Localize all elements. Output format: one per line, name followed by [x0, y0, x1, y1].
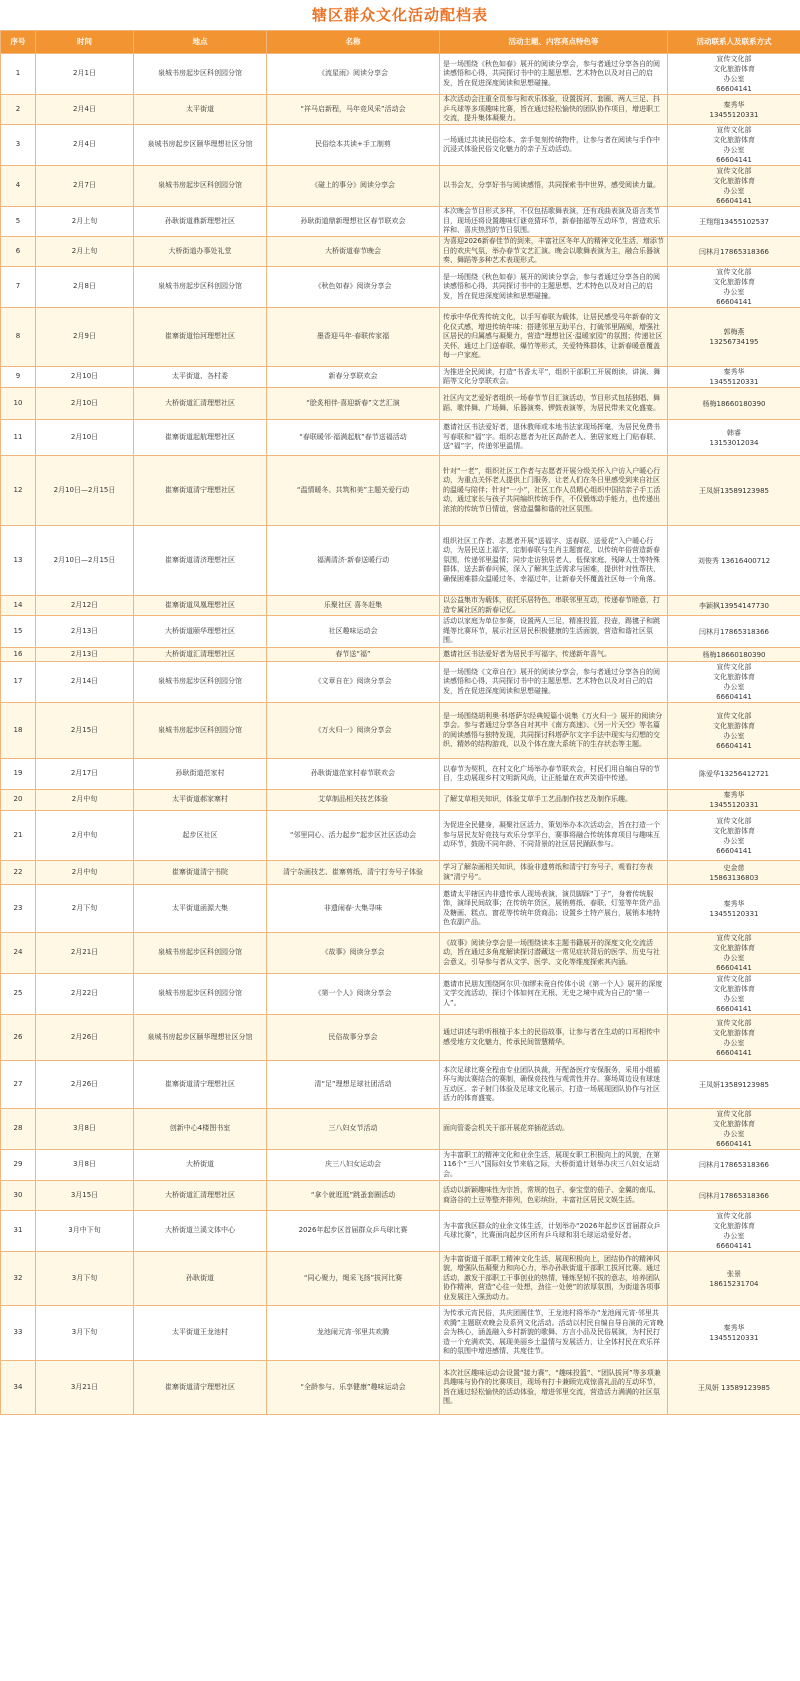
- table-row: [1, 885, 800, 933]
- table-row: [1, 1306, 800, 1361]
- cell-contact: 秦秀华 13455120331: [668, 1306, 800, 1361]
- cell-name: 《文章自在》阅读分享会: [267, 662, 440, 703]
- table-row: [1, 1181, 800, 1211]
- cell-time: 2月14日: [36, 662, 134, 703]
- cell-no: 24: [1, 933, 36, 974]
- cell-time: 3月8日: [36, 1150, 134, 1181]
- cell-no: 30: [1, 1181, 36, 1211]
- cell-feature: 通过讲述与聆听根植于本土的民俗故事，让参与者在生动的口耳相传中感受地方文化魅力，传承民间智慧精华。: [440, 1015, 668, 1061]
- cell-name: “拿个就逛逛”跳蚤套圈活动: [267, 1181, 440, 1211]
- cell-contact: 王凤妍13589123985: [668, 456, 800, 526]
- cell-no: 34: [1, 1361, 36, 1415]
- cell-feature: 传承中华优秀传统文化，以手写春联为载体，让居民感受马年新春的文化仪式感，增进传统年味：搭建邻里互助平台，打破邻里隔阂，增强社区居民的归属感与凝聚力，营造“理想社区·温暖家园”的氛围；传递社区关怀，通过上门送春联、爆竹等形式，关爱特殊群体，让新春暖意覆盖每一户家庭。: [440, 308, 668, 367]
- table-row: [1, 526, 800, 596]
- col-header-name: 名称: [267, 31, 440, 54]
- table-row: [1, 616, 800, 648]
- cell-time: 2月17日: [36, 759, 134, 790]
- cell-name: 社区趣味运动会: [267, 616, 440, 648]
- cell-feature: 是一场围绕胡利奥·科塔萨尔经典短篇小说集《万火归一》展开的阅读分享会。参与者通过分享各自对其中《南方高速》、《另一片天空》等名篇的阅读感悟与独特发现，共同探讨科塔萨尔文字手法中现实与幻想的交织、精妙的结构游戏，以及个体在庞大系统下的生存状态等主题。: [440, 703, 668, 759]
- cell-time: 2月9日: [36, 308, 134, 367]
- cell-place: 崔寨街道清宁书院: [134, 861, 267, 885]
- cell-contact: 宣传文化部 文化旅游体育 办公室 66604141: [668, 1015, 800, 1061]
- cell-feature: 为促进全民健身，凝聚社区活力，策划举办本次活动会，旨在打造一个参与居民友好竞技与欢乐分享平台，赛事将融合传统体育项目与趣味互动环节，鼓励不同年龄、不同背景的社区居民踊跃参与。: [440, 811, 668, 861]
- cell-place: 大桥街道汇清理想社区: [134, 1181, 267, 1211]
- cell-contact: 闫林月17865318366: [668, 616, 800, 648]
- table-row: [1, 811, 800, 861]
- cell-name: 《故事》阅读分享会: [267, 933, 440, 974]
- cell-contact: 史金慈 15863136803: [668, 861, 800, 885]
- cell-contact: 宣传文化部 文化旅游体育 办公室 66604141: [668, 54, 800, 95]
- table-row: [1, 207, 800, 237]
- cell-feature: 为推进全民阅读，打造“书香太平”，组织干部职工开展朗读、讲演、舞蹈等文化分享联欢会。: [440, 367, 668, 388]
- cell-place: 泉城书房起步区科创园分馆: [134, 703, 267, 759]
- table-row: [1, 790, 800, 811]
- cell-time: 2月上旬: [36, 237, 134, 267]
- cell-contact: 张景 18615231704: [668, 1252, 800, 1306]
- cell-time: 3月下旬: [36, 1252, 134, 1306]
- cell-place: 大桥街道颐华理想社区: [134, 616, 267, 648]
- cell-no: 21: [1, 811, 36, 861]
- cell-feature: 《故事》阅读分享会是一场围绕读本主题书籍展开的深度文化交流活动，旨在通过多角度解读探讨潜藏这一常见症状背后的医学、历史与社会意义，引导参与者从文学、医学、文化等维度探索其内涵。: [440, 933, 668, 974]
- cell-time: 2月中旬: [36, 861, 134, 885]
- cell-contact: 王凤妍13589123985: [668, 1061, 800, 1109]
- cell-place: 崔寨街道怡河理想社区: [134, 308, 267, 367]
- cell-name: 福满清济·新春送暖行动: [267, 526, 440, 596]
- cell-name: 新春分享联欢会: [267, 367, 440, 388]
- table-row: [1, 54, 800, 95]
- cell-place: 太平街道: [134, 95, 267, 125]
- cell-contact: 杨梅18660180390: [668, 388, 800, 420]
- cell-time: 2月15日: [36, 703, 134, 759]
- cell-time: 2月26日: [36, 1061, 134, 1109]
- cell-place: 大桥街道: [134, 1150, 267, 1181]
- cell-time: 2月4日: [36, 125, 134, 166]
- cell-time: 3月中下旬: [36, 1211, 134, 1252]
- table-row: [1, 267, 800, 308]
- cell-time: 3月下旬: [36, 1306, 134, 1361]
- cell-name: “同心聚力，绳采飞扬”拔河比赛: [267, 1252, 440, 1306]
- cell-time: 2月10日: [36, 420, 134, 456]
- cell-name: 《万火归一》阅读分享会: [267, 703, 440, 759]
- cell-contact: 宣传文化部 文化旅游体育 办公室 66604141: [668, 166, 800, 207]
- cell-place: 崔寨街道清宁理想社区: [134, 456, 267, 526]
- cell-name: 民俗故事分享会: [267, 1015, 440, 1061]
- cell-place: 创新中心4楼图书室: [134, 1109, 267, 1150]
- cell-place: 崔寨街道清济理想社区: [134, 526, 267, 596]
- cell-no: 16: [1, 648, 36, 662]
- cell-time: 3月21日: [36, 1361, 134, 1415]
- cell-time: 2月10日—2月15日: [36, 456, 134, 526]
- col-header-time: 时间: [36, 31, 134, 54]
- cell-time: 2月21日: [36, 933, 134, 974]
- cell-place: 崔寨街道凤凰理想社区: [134, 596, 267, 616]
- cell-no: 32: [1, 1252, 36, 1306]
- cell-feature: 以春节为契机，在村文化广场举办春节联欢会，村民们用自编自导的节目，生动展现乡村文明新风尚，让正能量在欢声笑语中传递。: [440, 759, 668, 790]
- cell-name: 清“足”理想足球社团活动: [267, 1061, 440, 1109]
- cell-feature: 活动以新颖趣味性为宗旨，常规的包子、泰宝堂的茄子、金翼的南瓜、商洛谷的土豆等整齐排列，色彩缤纷，丰富社区居民文娱生活。: [440, 1181, 668, 1211]
- cell-feature: 本次社区趣味运动会设置“接力赛”、“趣味投篮”、“团队拔河”等多项兼具趣味与协作的比赛项目，现场有打卡兼顾完成惊喜礼品的互动环节，旨在通过轻松愉快的活动体验，增进邻里交流，营造活力满满的社区氛围。: [440, 1361, 668, 1415]
- cell-name: 墨香迎马年·春联传家福: [267, 308, 440, 367]
- table-row: [1, 1211, 800, 1252]
- cell-time: 2月1日: [36, 54, 134, 95]
- cell-name: 乐聚社区 喜冬赶集: [267, 596, 440, 616]
- table-header-row: [1, 31, 800, 54]
- cell-contact: 杨梅18660180390: [668, 648, 800, 662]
- cell-feature: 为喜迎2026新春佳节的到来，丰富社区冬年人的精神文化生活，增添节日的欢庆气氛，举办春节文艺汇演。晚会以歌舞表演为主，融合乐器演奏、舞蹈等多种艺术表现形式。: [440, 237, 668, 267]
- cell-feature: 邀请社区书法爱好者，退休教师或本地书法家现场挥毫，为居民免费书写春联和“福”字。组织志愿者为社区高龄老人、独居家庭上门贴春联、送“福”字，传递邻里温情。: [440, 420, 668, 456]
- cell-contact: 宣传文化部 文化旅游体育 办公室 66604141: [668, 974, 800, 1015]
- table-body: [1, 54, 800, 1415]
- cell-contact: 宣传文化部 文化旅游体育 办公室 66604141: [668, 1211, 800, 1252]
- table-row: [1, 166, 800, 207]
- cell-no: 19: [1, 759, 36, 790]
- table-row: [1, 1061, 800, 1109]
- cell-name: 《碰上的事分》阅读分享会: [267, 166, 440, 207]
- col-header-place: 地点: [134, 31, 267, 54]
- cell-no: 5: [1, 207, 36, 237]
- cell-no: 25: [1, 974, 36, 1015]
- cell-feature: 本次活动会注重全员参与和欢乐体验，设置拔河、套圈、两人三足、抖乒乓球等多项趣味比赛，旨在通过轻松愉快的团队协作项目，增进职工交流，提升集体凝聚力。: [440, 95, 668, 125]
- cell-name: 2026年起步区首届群众乒乓球比赛: [267, 1211, 440, 1252]
- cell-contact: 郭梅燕 13256734195: [668, 308, 800, 367]
- cell-no: 28: [1, 1109, 36, 1150]
- table-row: [1, 648, 800, 662]
- cell-feature: 邀请太平辖区内非遗传承人现场表演，演员脚踩“丁子”，身着传统服饰，演绎民间故事；在传统年货区，展销剪纸、春联、灯笼等年货产品及糖画、糕点、窗花等传统年货商品；设置乡土特产展台，展销本地特色农副产品。: [440, 885, 668, 933]
- cell-place: 大桥街道兰溪文体中心: [134, 1211, 267, 1252]
- cell-time: 2月22日: [36, 974, 134, 1015]
- cell-feature: 社区内文艺爱好者组织一场春节节目汇演活动，节目形式包括独唱、舞蹈、歌伴舞、广场舞、乐器演奏、锣鼓表演等，为居民带来文化盛宴。: [440, 388, 668, 420]
- document-title: 辖区群众文化活动配档表: [311, 6, 488, 24]
- cell-no: 27: [1, 1061, 36, 1109]
- cell-place: 泉城书房起步区科创园分馆: [134, 267, 267, 308]
- cell-contact: 秦秀华 13455120331: [668, 790, 800, 811]
- col-header-feature: 活动主题、内容亮点特色等: [440, 31, 668, 54]
- cell-place: 泉城书房起步区科创园分馆: [134, 54, 267, 95]
- cell-contact: 陈爱华13256412721: [668, 759, 800, 790]
- table-row: [1, 703, 800, 759]
- cell-feature: 以书会友，分享好书与阅读感悟，共同探索书中世界，感受阅读力量。: [440, 166, 668, 207]
- col-header-contact: 活动联系人及联系方式: [668, 31, 800, 54]
- cell-time: 2月13日: [36, 648, 134, 662]
- cell-place: 崔寨街道清宁理想社区: [134, 1061, 267, 1109]
- cell-time: 2月8日: [36, 267, 134, 308]
- cell-time: 2月上旬: [36, 207, 134, 237]
- cell-time: 2月4日: [36, 95, 134, 125]
- table-row: [1, 420, 800, 456]
- cell-no: 23: [1, 885, 36, 933]
- cell-place: 泉城书房起步区科创园分馆: [134, 662, 267, 703]
- cell-no: 10: [1, 388, 36, 420]
- table-row: [1, 933, 800, 974]
- cell-name: 孙耿街道范家村春节联欢会: [267, 759, 440, 790]
- table-row: [1, 1015, 800, 1061]
- cell-time: 2月下旬: [36, 885, 134, 933]
- cell-no: 6: [1, 237, 36, 267]
- cell-contact: 宣传文化部 文化旅游体育 办公室 66604141: [668, 267, 800, 308]
- cell-feature: 面向管委会机关干部开展花弈插花活动。: [440, 1109, 668, 1150]
- cell-no: 17: [1, 662, 36, 703]
- table-row: [1, 1252, 800, 1306]
- cell-no: 18: [1, 703, 36, 759]
- cell-feature: 是一场围绕《文章自在》展开的阅读分享会，参与者通过分享各自的阅读感悟和心得，共同探讨书中的主题思想、艺术特色以及对自己的启发，旨在促进深度阅读和思想碰撞。: [440, 662, 668, 703]
- cell-place: 泉城书房起步区科创园分馆: [134, 974, 267, 1015]
- table-row: [1, 596, 800, 616]
- table-row: [1, 974, 800, 1015]
- cell-no: 13: [1, 526, 36, 596]
- cell-place: 泉城书房起步区科创园分馆: [134, 933, 267, 974]
- cell-name: “脍炙相伴·喜迎新春”文艺汇演: [267, 388, 440, 420]
- cell-place: 大桥街道汇清理想社区: [134, 648, 267, 662]
- cell-place: 大桥街道汇清理想社区: [134, 388, 267, 420]
- cell-contact: 宣传文化部 文化旅游体育 办公室 66604141: [668, 1109, 800, 1150]
- cell-contact: 宣传文化部 文化旅游体育 办公室 66604141: [668, 933, 800, 974]
- col-header-no: 序号: [1, 31, 36, 54]
- cell-time: 2月10日: [36, 388, 134, 420]
- table-row: [1, 367, 800, 388]
- cell-no: 9: [1, 367, 36, 388]
- table-row: [1, 95, 800, 125]
- cell-name: 民俗绘本共读+手工制剪: [267, 125, 440, 166]
- cell-feature: 为丰富职工的精神文化和业余生活，展现女职工积极向上的风貌，在第116个“三八”国际妇女节来临之际，大桥街道计划举办庆三八妇女运动会。: [440, 1150, 668, 1181]
- cell-contact: 秦秀华 13455120331: [668, 367, 800, 388]
- cell-feature: 以公益集市为载体，依托乐居特色，串联邻里互动，传递春节睦意，打造专属社区的新春记忆。: [440, 596, 668, 616]
- table-row: [1, 456, 800, 526]
- cell-no: 33: [1, 1306, 36, 1361]
- cell-name: 三八妇女节活动: [267, 1109, 440, 1150]
- table-row: [1, 125, 800, 166]
- table-row: [1, 1109, 800, 1150]
- cell-place: 起步区社区: [134, 811, 267, 861]
- cell-no: 12: [1, 456, 36, 526]
- table-row: [1, 308, 800, 367]
- cell-no: 20: [1, 790, 36, 811]
- cell-no: 2: [1, 95, 36, 125]
- cell-name: “祥马启新程，马年竞风采”活动会: [267, 95, 440, 125]
- cell-no: 22: [1, 861, 36, 885]
- cell-contact: 刘俊秀 13616400712: [668, 526, 800, 596]
- cell-name: “春联暖邻·福满起航”春节送福活动: [267, 420, 440, 456]
- cell-place: 崔寨街道起航理想社区: [134, 420, 267, 456]
- cell-feature: 本次晚会节目形式多样，不仅包括歌舞表演，还有戏曲表演及语言类节目，现场还将设置趣味灯谜竞猜环节，新春抽福等互动环节，营造欢乐祥和、喜庆热烈的节日氛围。: [440, 207, 668, 237]
- cell-place: 崔寨街道清宁理想社区: [134, 1361, 267, 1415]
- cell-contact: 李颖枫13954147730: [668, 596, 800, 616]
- cell-contact: 宣传文化部 文化旅游体育 办公室 66604141: [668, 662, 800, 703]
- cell-name: 春节送“福”: [267, 648, 440, 662]
- cell-no: 8: [1, 308, 36, 367]
- cell-place: 大桥街道办事处礼堂: [134, 237, 267, 267]
- table-row: [1, 759, 800, 790]
- cell-name: 清宁杂画技艺、崔寨剪纸、清宁打夯号子体验: [267, 861, 440, 885]
- cell-no: 15: [1, 616, 36, 648]
- cell-time: 2月中旬: [36, 811, 134, 861]
- cell-name: 大桥街道春节晚会: [267, 237, 440, 267]
- table-row: [1, 388, 800, 420]
- activity-schedule-table: [0, 30, 800, 1415]
- cell-feature: 邀请社区书法爱好者为居民手写福字，传递新年喜气。: [440, 648, 668, 662]
- cell-place: 太平街道函源大集: [134, 885, 267, 933]
- cell-feature: 本次足球比赛全程由专业团队执裁，开配备医疗安保服务，采用小组循环与淘汰赛结合的赛制，确保竞技性与观赏性并存。赛场周边设有球迷互动区、亲子射门体验及足球文化展示，打造一场展现团队协作与社区活力的体育盛宴。: [440, 1061, 668, 1109]
- cell-feature: 是一场围绕《秋色如春》展开的阅读分享会，参与者通过分享各自的阅读感悟和心得，共同探讨书中的主题思想、艺术特色以及对自己的启发，旨在促进深度阅读和思想碰撞。: [440, 54, 668, 95]
- cell-place: 孙耿街道: [134, 1252, 267, 1306]
- cell-contact: 秦秀华 13455120331: [668, 885, 800, 933]
- cell-name: 庆三八妇女运动会: [267, 1150, 440, 1181]
- cell-no: 14: [1, 596, 36, 616]
- cell-time: 2月10日—2月15日: [36, 526, 134, 596]
- table-row: [1, 861, 800, 885]
- cell-no: 4: [1, 166, 36, 207]
- table-row: [1, 1361, 800, 1415]
- cell-name: 孙耿街道鼎新理想社区春节联欢会: [267, 207, 440, 237]
- cell-time: 3月8日: [36, 1109, 134, 1150]
- cell-no: 3: [1, 125, 36, 166]
- cell-no: 29: [1, 1150, 36, 1181]
- cell-no: 11: [1, 420, 36, 456]
- cell-name: “全龄参与、乐享健康”趣味运动会: [267, 1361, 440, 1415]
- cell-name: 龙池闹元宵·邻里共欢腾: [267, 1306, 440, 1361]
- cell-no: 26: [1, 1015, 36, 1061]
- cell-contact: 闫林月17865318366: [668, 1150, 800, 1181]
- cell-name: 《流星雨》阅读分享会: [267, 54, 440, 95]
- cell-feature: 学习了解杂画相关知识，体验非遗剪纸和清宁打夯号子，观看打夯表演“清宁号”。: [440, 861, 668, 885]
- cell-contact: 闫林月17865318366: [668, 1181, 800, 1211]
- cell-contact: 宣传文化部 文化旅游体育 办公室 66604141: [668, 125, 800, 166]
- cell-place: 太平街道、各村委: [134, 367, 267, 388]
- cell-feature: 一场通过共读民俗绘本、亲手复刻传统物件，让参与者在阅读与手作中沉浸式体验民俗文化魅力的亲子互动活动。: [440, 125, 668, 166]
- cell-name: “温情暖冬、共筑和美”主题关爱行动: [267, 456, 440, 526]
- cell-time: 2月7日: [36, 166, 134, 207]
- cell-place: 孙耿街道范家村: [134, 759, 267, 790]
- table-row: [1, 662, 800, 703]
- cell-feature: 活动以家庭为单位参赛，设置两人三足，精准投篮，投壶，踢毽子和跳绳等比赛环节，展示社区居民积极健康的生活面貌，营造和谐社区氛围。: [440, 616, 668, 648]
- table-row: [1, 237, 800, 267]
- cell-no: 1: [1, 54, 36, 95]
- cell-place: 孙耿街道鼎新理想社区: [134, 207, 267, 237]
- cell-feature: 针对“一老”，组织社区工作者与志愿者开展分级关怀入户访入户暖心行动，为重点关怀老人提供上门服务，让老人们在冬日里感受到来自社区的温暖与陪伴；针对“一小”，社区工作人员精心组织中国结亲子手工活动，通过家长与孩子共同编织传统手作，不仅锻炼动手能力，也传递出浓浓的传统节日情谊，营造温馨和谐的社区氛围。: [440, 456, 668, 526]
- cell-time: 3月15日: [36, 1181, 134, 1211]
- cell-feature: 为传承元宵民俗，共庆团圆佳节，王龙池村将举办“龙池闹元宵·邻里共欢腾”主题联欢晚会及系列文化活动。活动以村民自编自导自演的元宵晚会为核心，涵盖融入乡村新貌的歌舞、方言小品及民俗展演，为村民打造一个充满欢笑、展现美丽乡土温情与发展活力，让全体村民在欢乐祥和的氛围中增进感情、共度佳节。: [440, 1306, 668, 1361]
- cell-no: 7: [1, 267, 36, 308]
- cell-name: “邻里同心、活力起步”起步区社区活动会: [267, 811, 440, 861]
- cell-no: 31: [1, 1211, 36, 1252]
- cell-name: 艾草制品相关技艺体验: [267, 790, 440, 811]
- cell-contact: 宣传文化部 文化旅游体育 办公室 66604141: [668, 703, 800, 759]
- cell-place: 太平街道王龙池村: [134, 1306, 267, 1361]
- cell-place: 泉城书房起步区颐华理想社区分馆: [134, 125, 267, 166]
- cell-time: 2月中旬: [36, 790, 134, 811]
- cell-time: 2月13日: [36, 616, 134, 648]
- cell-contact: 闫林月17865318366: [668, 237, 800, 267]
- cell-time: 2月12日: [36, 596, 134, 616]
- cell-contact: 王凤妍 13589123985: [668, 1361, 800, 1415]
- table-row: [1, 1150, 800, 1181]
- cell-contact: 韩睿 13153012034: [668, 420, 800, 456]
- cell-name: 《第一个人》阅读分享会: [267, 974, 440, 1015]
- cell-feature: 为丰富我区群众的业余文体生活，计划举办“2026年起步区首届群众乒乓球比赛”，比赛面向起步区所有乒乓球和羽毛球运动爱好者。: [440, 1211, 668, 1252]
- cell-contact: 宣传文化部 文化旅游体育 办公室 66604141: [668, 811, 800, 861]
- cell-feature: 邀请市民朋友围绕阿尔贝·加缪未竟自传体小说《第一个人》展开的深度文学交流活动，探讨个体如何在无根、无史之境中成为自己的“第一人”。: [440, 974, 668, 1015]
- cell-feature: 组织社区工作者、志愿者开展“送福字、送春联、送爱花”入户暖心行动，为居民送上福字，定制春联与生肖主题窗花，以传统年俗营造新春氛围，传递邻里温情；同步走访独居老人、低保家庭、残障人士等特殊群体，送去新春问候，深入了解其生活需求与困难，提供针对性帮扶，确保困难群众温暖过冬、幸福过年，让新春关怀覆盖社区每一个角落。: [440, 526, 668, 596]
- cell-place: 泉城书房起步区科创园分馆: [134, 166, 267, 207]
- cell-feature: 是一场围绕《秋色如春》展开的阅读分享会，参与者通过分享各自的阅读感悟和心得，共同探讨书中的主题思想、艺术特色以及对自己的启发，旨在促进深度阅读和思想碰撞。: [440, 267, 668, 308]
- cell-time: 2月26日: [36, 1015, 134, 1061]
- cell-place: 太平街道郝家寨村: [134, 790, 267, 811]
- cell-time: 2月10日: [36, 367, 134, 388]
- cell-name: 非遗闹春·大集寻味: [267, 885, 440, 933]
- cell-contact: 王翔翔13455102537: [668, 207, 800, 237]
- cell-feature: 了解艾草相关知识，体验艾草手工艺品制作技艺及制作乐趣。: [440, 790, 668, 811]
- cell-place: 泉城书房起步区颐华理想社区分馆: [134, 1015, 267, 1061]
- cell-contact: 秦秀华 13455120331: [668, 95, 800, 125]
- cell-feature: 为丰富街道干部职工精神文化生活，展现积极向上，团结协作的精神风貌，增强队伍凝聚力和向心力，举办孙耿街道干部职工拔河比赛。通过活动，激发干部职工干事创业的热情，锤炼坚韧不拔的意志，培养团队协作精神，营造“心往一处想，劲往一处使”的浓厚氛围，为街道各项事业发展注入强劲动力。: [440, 1252, 668, 1306]
- cell-name: 《秋色如春》阅读分享会: [267, 267, 440, 308]
